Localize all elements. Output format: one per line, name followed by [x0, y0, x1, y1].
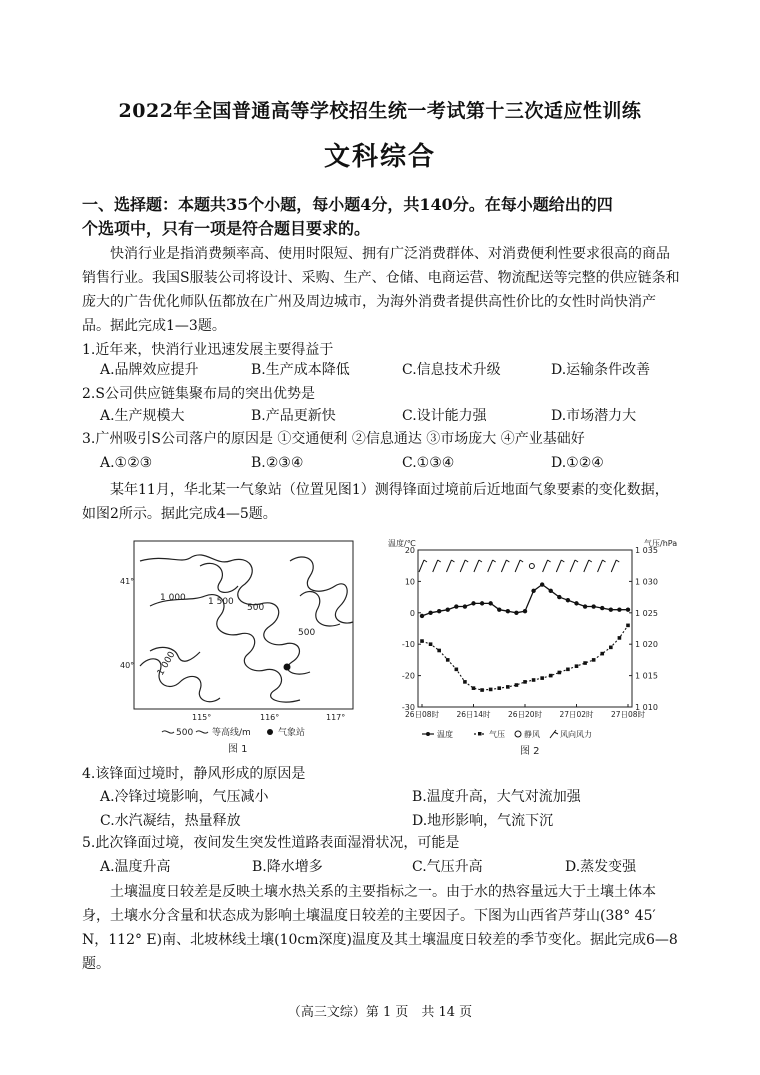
pressure-point — [532, 678, 536, 682]
x-axis-tick-label: 26日08时 — [404, 710, 440, 719]
q1-option-a: A.品牌效应提升 — [100, 362, 199, 378]
legend-pressure-marker — [478, 732, 482, 736]
pressure-point — [540, 676, 544, 680]
q2-option-d: D.市场潜力大 — [551, 408, 637, 424]
pressure-point — [549, 674, 553, 678]
contour-label: 1 500 — [208, 597, 234, 607]
question-1-stem: 1.近年来，快消行业迅速发展主要得益于 — [82, 342, 334, 358]
map-frame — [134, 541, 353, 709]
question-4-stem: 4.该锋面过境时，静风形成的原因是 — [82, 766, 306, 782]
temperature-point — [488, 601, 492, 605]
left-axis-tick-label: -30 — [401, 703, 415, 712]
legend-contour-line — [196, 731, 208, 733]
temperature-point — [523, 609, 527, 613]
exam-title: 2022年全国普通高等学校招生统一考试第十三次适应性训练 — [118, 100, 642, 122]
temperature-point — [428, 611, 432, 615]
q4-option-c: C.水汽凝结，热量释放 — [100, 813, 241, 829]
temperature-point — [463, 604, 467, 608]
temperature-point — [420, 614, 424, 618]
question-3-stem: 3.广州吸引S公司落户的原因是 ①交通便利 ②信息通达 ③市场庞大 ④产业基础好 — [82, 431, 585, 447]
temperature-point — [626, 607, 630, 611]
question-5-stem: 5.此次锋面过境，夜间发生突发性道路表面湿滑状况，可能是 — [82, 835, 460, 851]
legend-contour-value: 500 — [176, 728, 194, 738]
x-axis-tick-label: 26日20时 — [507, 710, 543, 719]
q2-option-a: A.生产规模大 — [100, 408, 185, 424]
right-axis-tick-label: 1 025 — [635, 608, 658, 618]
q4-option-a: A.冷锋过境影响，气压减小 — [100, 789, 269, 805]
lon-label: 117° — [326, 713, 346, 722]
temperature-point — [600, 606, 604, 610]
temperature-point — [557, 595, 561, 599]
legend-temperature-marker — [426, 732, 430, 736]
right-axis-tick-label: 1 015 — [635, 671, 658, 681]
pressure-point — [437, 649, 441, 653]
figure-2-caption: 图 2 — [520, 746, 540, 757]
pressure-point — [626, 624, 630, 628]
q3-option-c: C.①③④ — [402, 455, 455, 471]
legend-wind: 风向风力 — [560, 730, 592, 739]
passage-3: 土壤温度日较差是反映土壤水热关系的主要指标之一。由于水的热容量远大于土壤土体本身，土壤水分含量和状态成为影响土壤温度日较差的主要因子。下图为山西省芦芽山(38° 45′ N，112° E)南、北坡林线土壤(10cm深度)温度及其土壤温度日较差的季节变化。据此完成6—8题。 — [82, 884, 678, 972]
q5-option-a: A.温度升高 — [100, 859, 171, 875]
q4-option-b: B.温度升高，大气对流加强 — [412, 789, 581, 805]
legend-contour-line — [162, 731, 174, 733]
pressure-point — [497, 686, 501, 690]
right-axis-tick-label: 1 035 — [635, 546, 658, 555]
weather-station-marker — [284, 664, 291, 671]
legend-wind-barb-icon — [550, 730, 558, 738]
pressure-point — [609, 646, 613, 650]
figure-1-contour-map — [120, 536, 360, 758]
pressure-point — [566, 668, 570, 672]
q1-option-c: C.信息技术升级 — [402, 362, 501, 378]
lat-label: 41° — [120, 577, 135, 586]
temperature-point — [497, 607, 501, 611]
temperature-point — [549, 589, 553, 593]
left-axis-label: 温度/℃ — [388, 539, 416, 548]
right-axis-tick-label: 1 030 — [635, 577, 658, 587]
passage-2: 某年11月，华北某一气象站（位置见图1）测得锋面过境前后近地面气象要素的变化数据，如图2所示。据此完成4—5题。 — [82, 482, 669, 522]
left-axis-tick-label: 0 — [409, 608, 415, 618]
left-axis-tick-label: 10 — [404, 577, 415, 587]
temperature-point — [617, 607, 621, 611]
pressure-point — [583, 661, 587, 665]
contour-label: 500 — [247, 603, 265, 613]
temperature-point — [591, 604, 595, 608]
pressure-point — [575, 664, 579, 668]
right-axis-tick-label: 1 010 — [635, 703, 658, 712]
pressure-point — [592, 658, 596, 662]
x-axis-tick-label: 27日02时 — [559, 710, 594, 719]
right-axis-tick-label: 1 020 — [635, 640, 658, 650]
q5-option-d: D.蒸发变强 — [565, 859, 637, 875]
figure-2-chart — [388, 538, 688, 760]
contour-label: 1 000 — [155, 650, 178, 678]
legend-contour-text: 等高线/m — [212, 728, 251, 738]
passage-1: 快消行业是指消费频率高、使用时限短、拥有广泛消费群体、对消费便利性要求很高的商品销售行业。我国S服装公司将设计、采购、生产、仓储、电商运营、物流配送等完整的供应链条和庞大的广告优化师队伍都放在广州及周边城市，为海外消费者提供高性价比的女性时尚快消产品。据此完成1—3题。 — [82, 246, 680, 334]
q2-option-c: C.设计能力强 — [402, 408, 487, 424]
contour-label: 500 — [298, 628, 316, 638]
question-2-stem: 2.S公司供应链集聚布局的突出优势是 — [82, 386, 315, 402]
legend-calm-icon — [515, 731, 521, 737]
pressure-point — [618, 636, 622, 640]
q1-option-d: D.运输条件改善 — [551, 362, 651, 378]
left-axis-tick-label: -20 — [401, 671, 415, 681]
q4-option-d: D.地形影响，气流下沉 — [412, 813, 554, 829]
pressure-point — [480, 688, 484, 692]
temperature-point — [531, 589, 535, 593]
temperature-point — [446, 607, 450, 611]
q5-option-b: B.降水增多 — [252, 859, 323, 875]
pressure-point — [489, 688, 493, 692]
pressure-point — [600, 652, 604, 656]
right-axis-label: 气压/hPa — [644, 539, 678, 548]
page-footer: （高三文综）第 1 页 共 14 页 — [287, 1005, 473, 1020]
left-axis-tick-label: 20 — [404, 546, 415, 555]
pressure-point — [506, 685, 510, 689]
contour-label: 1 000 — [160, 593, 186, 603]
pressure-point — [515, 683, 519, 687]
temperature-point — [454, 604, 458, 608]
temperature-point — [480, 601, 484, 605]
section-heading-line1: 一、选择题：本题共35个小题，每小题4分，共140分。在每小题给出的四 — [82, 195, 613, 214]
temperature-point — [540, 582, 544, 586]
left-axis-tick-label: -10 — [401, 640, 415, 650]
legend-station-marker — [267, 729, 273, 735]
pressure-point — [455, 668, 459, 672]
pressure-point — [472, 686, 476, 690]
x-axis-tick-label: 27日08时 — [610, 710, 646, 719]
lon-label: 116° — [260, 713, 280, 722]
pressure-point — [429, 642, 433, 646]
q5-option-c: C.气压升高 — [412, 859, 483, 875]
pressure-point — [558, 671, 562, 675]
q3-option-a: A.①②③ — [100, 455, 153, 471]
temperature-point — [506, 609, 510, 613]
pressure-point — [446, 658, 450, 662]
pressure-point — [463, 680, 467, 684]
legend-station-text: 气象站 — [278, 728, 306, 738]
q3-option-b: B.②③④ — [251, 455, 304, 471]
pressure-point — [523, 680, 527, 684]
lat-label: 40° — [120, 661, 135, 670]
legend-pressure: 气压 — [489, 730, 505, 739]
subject-title: 文科综合 — [323, 142, 436, 172]
temperature-point — [566, 598, 570, 602]
legend-calm: 静风 — [524, 730, 540, 739]
pressure-point — [420, 639, 424, 643]
temperature-point — [471, 601, 475, 605]
section-heading-line2: 个选项中，只有一项是符合题目要求的。 — [82, 219, 371, 238]
q2-option-b: B.产品更新快 — [251, 408, 336, 424]
q1-option-b: B.生产成本降低 — [251, 362, 350, 378]
temperature-point — [609, 607, 613, 611]
temperature-point — [514, 611, 518, 615]
temperature-point — [574, 601, 578, 605]
legend-temperature: 温度 — [437, 730, 453, 739]
temperature-point — [437, 609, 441, 613]
lon-label: 115° — [192, 713, 212, 722]
q3-option-d: D.①②④ — [551, 455, 604, 471]
figure-1-caption: 图 1 — [228, 744, 248, 755]
x-axis-tick-label: 26日14时 — [456, 710, 491, 719]
temperature-point — [583, 604, 587, 608]
section-heading — [82, 193, 682, 241]
